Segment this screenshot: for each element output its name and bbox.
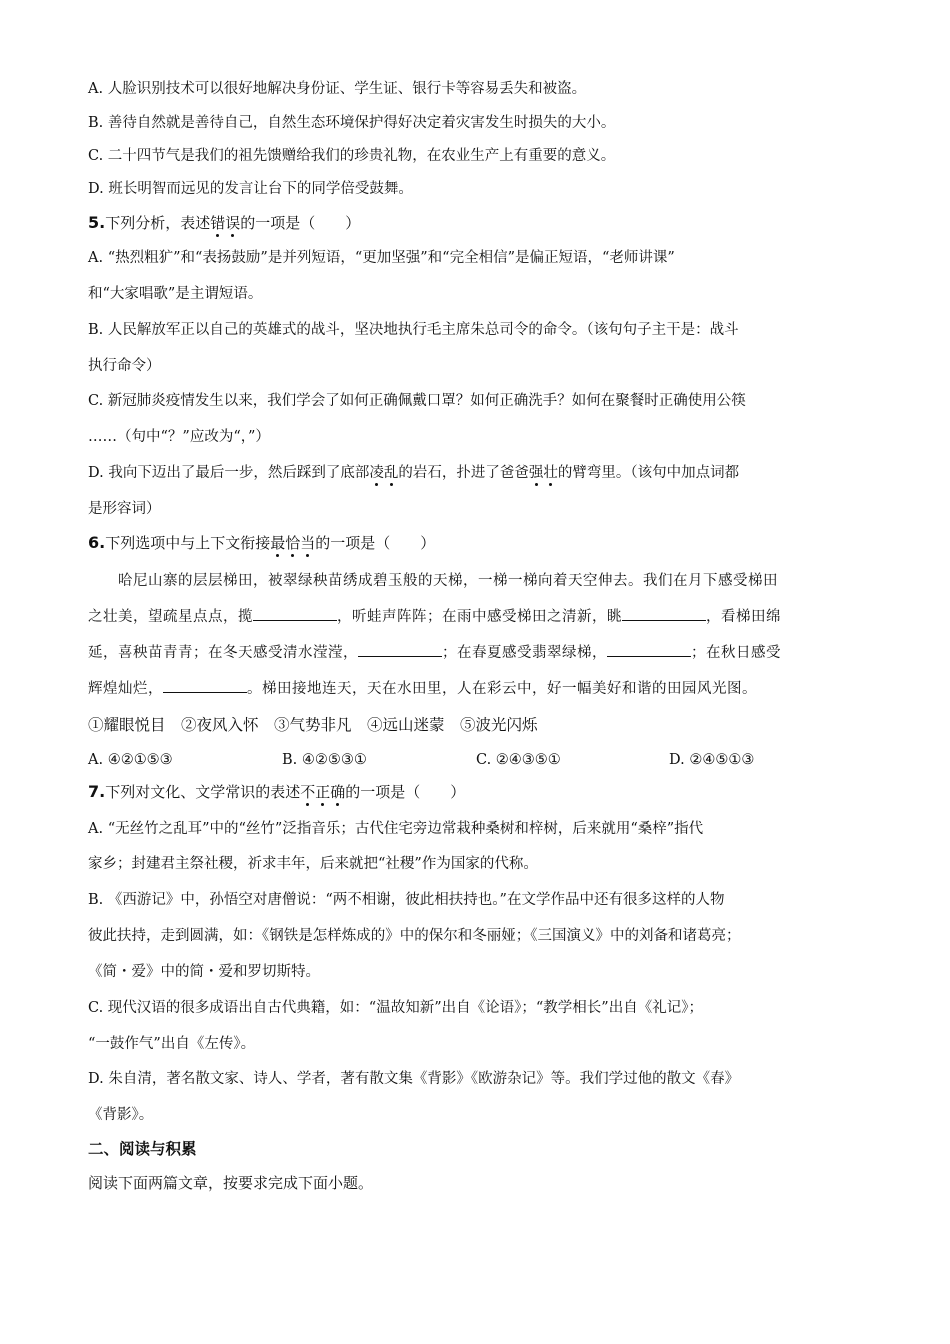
q6-number: 6. — [88, 533, 106, 552]
emphasis-char: 最 — [270, 534, 286, 552]
q6-option-d: D. ②④⑤①③ — [669, 752, 755, 768]
fill-blank — [622, 606, 706, 621]
q4-option-a: A. 人脸识别技术可以很好地解决身份证、学生证、银行卡等容易丢失和被盗。 — [88, 81, 587, 97]
fill-blank — [607, 642, 691, 657]
q4-option-b: B. 善待自然就是善待自己，自然生态环境保护得好决定着灾害发生时损失的大小。 — [88, 115, 616, 131]
passage-text: ，看梯田绵 — [706, 609, 781, 625]
q7-option-a: A. “无丝竹之乱耳”中的“丝竹”泛指音乐；古代住宅旁边常栽种桑树和梓树，后来就用“桑梓”指代 — [88, 821, 704, 837]
q7-option-b-cont: 彼此扶持，走到圆满，如：《钢铁是怎样炼成的》中的保尔和冬丽娅；《三国演义》中的刘备和诸葛亮； — [88, 928, 741, 944]
q4-option-c: C. 二十四节气是我们的祖先馈赠给我们的珍贵礼物，在农业生产上有重要的意义。 — [88, 148, 616, 164]
passage-text: ，听蛙声阵阵；在雨中感受梯田之清新，眺 — [337, 609, 622, 625]
q5-option-d-text: 的岩石，扑进了爸爸 — [398, 465, 529, 481]
passage-text: ；在秋日感受 — [691, 645, 781, 661]
q6-stem — [88, 532, 435, 554]
emphasis-char: 误 — [225, 214, 241, 232]
emphasis-char: 乱 — [383, 465, 399, 481]
passage-text: 辉煌灿烂， — [88, 681, 163, 697]
q5-option-d-cont: 是形容词） — [88, 501, 161, 517]
q5-option-d-text: D. 我向下迈出了最后一步，然后踩到了底部 — [88, 465, 370, 481]
q5-option-c: C. 新冠肺炎疫情发生以来，我们学会了如何正确佩戴口罩？如何正确洗手？如何在聚餐时正确使用公筷 — [88, 393, 746, 409]
section-title: 二、阅读与积累 — [88, 1140, 197, 1158]
q5-option-a: A. “热烈粗犷”和“表扬鼓励”是并列短语，“更加坚强”和“完全相信”是偏正短语，“老师讲课” — [88, 250, 675, 266]
q5-option-b-cont: 执行命令） — [88, 358, 161, 374]
emphasis-char: 当 — [300, 534, 316, 552]
q7-option-d-cont: 《背影》。 — [88, 1107, 154, 1123]
q5-stem-text: 的一项是（ ） — [240, 214, 361, 232]
q6-choices: ①耀眼悦目 ②夜风入怀 ③气势非凡 ④远山迷蒙 ⑤波光闪烁 — [88, 716, 538, 734]
fill-blank — [163, 678, 247, 693]
passage-text: 。梯田接地连天，天在水田里，人在彩云中，好一幅美好和谐的田园风光图。 — [247, 681, 757, 697]
q5-option-b: B. 人民解放军正以自己的英雄式的战斗，坚决地执行毛主席朱总司令的命令。（该句句子主干是：战斗 — [88, 322, 739, 338]
section-instruction: 阅读下面两篇文章，按要求完成下面小题。 — [88, 1174, 374, 1192]
q4-option-d: D. 班长明智而远见的发言让台下的同学倍受鼓舞。 — [88, 181, 413, 197]
q6-passage-line: 哈尼山寨的层层梯田，被翠绿秧苗绣成碧玉般的天梯，一梯一梯向着天空伸去。我们在月下感受梯田 — [118, 573, 778, 589]
q5-option-c-cont: ……（句中“？”应改为“，”） — [88, 429, 270, 445]
q6-stem-text: 下列选项中与上下文衔接 — [105, 534, 271, 552]
q6-option-a: A. ④②①⑤③ — [88, 752, 173, 768]
passage-text: ；在春夏感受翡翠绿梯， — [442, 645, 607, 661]
emphasis-char: 不 — [300, 783, 316, 801]
q7-option-c: C. 现代汉语的很多成语出自古代典籍，如：“温故知新”出自《论语》；“教学相长”出自《礼记》； — [88, 1000, 703, 1016]
q7-option-a-cont: 家乡；封建君主祭社稷，祈求丰年，后来就把“社稷”作为国家的代称。 — [88, 856, 538, 872]
emphasis-char: 错 — [210, 214, 226, 232]
emphasis-char: 强 — [528, 465, 544, 481]
emphasis-char: 恰 — [285, 534, 301, 552]
q5-option-a-cont: 和“大家唱歌”是主谓短语。 — [88, 286, 263, 302]
q5-number: 5. — [88, 213, 106, 232]
emphasis-char: 壮 — [543, 465, 558, 481]
q7-stem — [88, 781, 465, 803]
q7-option-c-cont: “一鼓作气”出自《左传》。 — [88, 1036, 256, 1052]
fill-blank — [253, 606, 337, 621]
fill-blank — [358, 642, 442, 657]
q7-stem-text: 的一项是（ ） — [345, 783, 466, 801]
q6-passage-line — [88, 642, 781, 664]
q6-option-c: C. ②④③⑤① — [476, 752, 561, 768]
passage-text: 之壮美，望疏星点点，揽 — [88, 609, 253, 625]
q5-option-d — [88, 462, 739, 484]
passage-text: 延，喜秧苗青青；在冬天感受清水滢滢， — [88, 645, 358, 661]
q7-number: 7. — [88, 782, 106, 801]
q6-passage-line — [88, 678, 757, 700]
q5-stem-text: 下列分析，表述 — [105, 214, 211, 232]
q7-option-d: D. 朱自清，著名散文家、诗人、学者，著有散文集《背影》《欧游杂记》等。我们学过他的散文《春》 — [88, 1071, 740, 1087]
q7-stem-text: 下列对文化、文学常识的表述 — [105, 783, 301, 801]
emphasis-char: 正 — [315, 783, 331, 801]
q5-stem — [88, 212, 360, 234]
q6-stem-text: 的一项是（ ） — [315, 534, 436, 552]
q6-option-b: B. ④②⑤③① — [282, 752, 367, 768]
emphasis-char: 凌 — [369, 465, 384, 481]
q5-option-d-text: 的臂弯里。（该句中加点词都 — [557, 465, 740, 481]
q7-option-b-cont: 《简・爱》中的简・爱和罗切斯特。 — [88, 964, 320, 980]
emphasis-char: 确 — [330, 783, 346, 801]
q6-passage-line — [88, 606, 781, 628]
q7-option-b: B. 《西游记》中，孙悟空对唐僧说：“两不相谢，彼此相扶持也。”在文学作品中还有很多这样的人物 — [88, 892, 725, 908]
